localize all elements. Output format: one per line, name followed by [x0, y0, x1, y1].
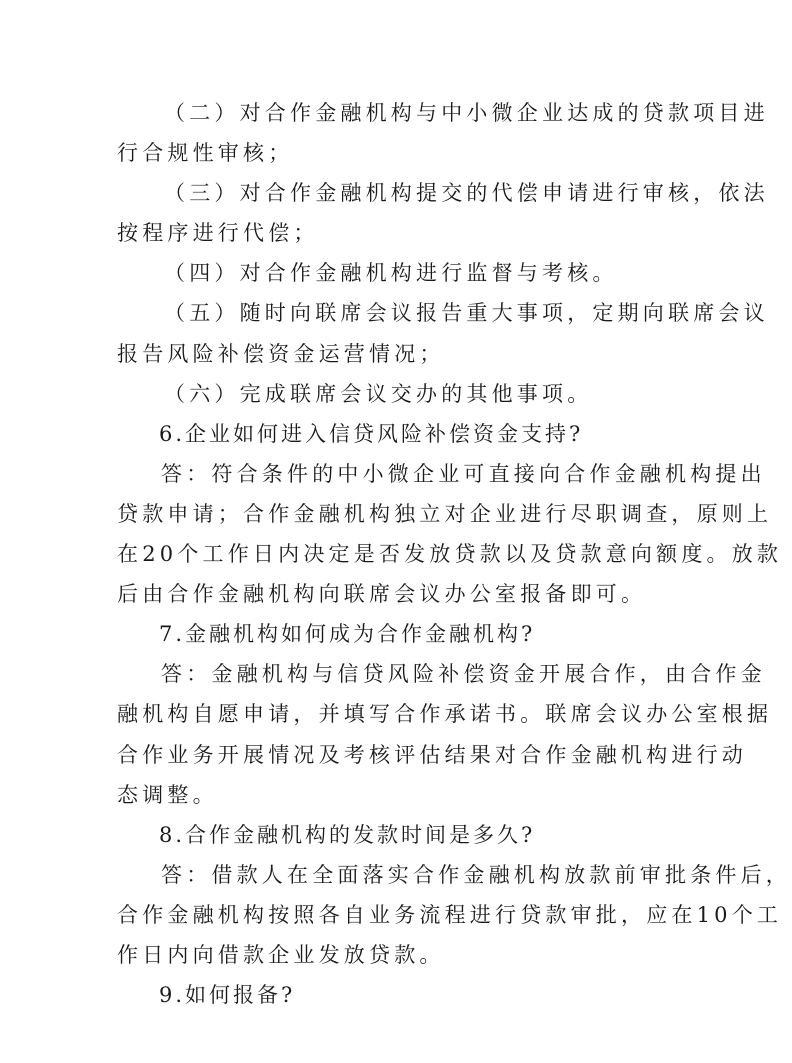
list-item-2: （二）对合作金融机构与中小微企业达成的贷款项目进: [164, 101, 769, 125]
list-item-4: （四）对合作金融机构进行监督与考核。: [164, 261, 618, 286]
answer-7-line-3: 合作业务开展情况及考核评估结果对合作金融机构进行动: [117, 742, 747, 767]
list-item-2-continuation: 行合规性审核；: [117, 141, 294, 166]
document-page: [117, 93, 791, 1015]
answer-8-line-2: 合作金融机构按照各自业务流程进行贷款审批，应在10个工: [117, 902, 783, 927]
list-item-5-continuation: 报告风险补偿资金运营情况；: [117, 341, 445, 366]
answer-7-line-2: 融机构自愿申请，并填写合作承诺书。联席会议办公室根据: [117, 702, 773, 727]
answer-8: 答：借款人在全面落实合作金融机构放款前审批条件后，: [161, 862, 791, 887]
answer-6: 答：符合条件的中小微企业可直接向合作金融机构提出: [161, 461, 766, 486]
question-7: 7.金融机构如何成为合作金融机构?: [159, 622, 536, 647]
question-8: 8.合作金融机构的发款时间是多久?: [159, 822, 536, 847]
list-item-3: （三）对合作金融机构提交的代偿申请进行审核，依法: [164, 181, 769, 206]
question-9: 9.如何报备?: [159, 983, 296, 1008]
answer-6-line-4: 后由合作金融机构向联席会议办公室报备即可。: [117, 582, 647, 607]
answer-8-line-3: 作日内向借款企业发放贷款。: [117, 942, 445, 967]
list-item-6: （六）完成联席会议交办的其他事项。: [164, 381, 593, 406]
answer-6-line-2: 贷款申请；合作金融机构独立对企业进行尽职调查，原则上: [117, 501, 773, 526]
list-item-5: （五）随时向联席会议报告重大事项，定期向联席会议: [164, 301, 769, 326]
list-item-3-continuation: 按程序进行代偿；: [117, 221, 319, 246]
answer-7: 答：金融机构与信贷风险补偿资金开展合作，由合作金: [161, 662, 766, 687]
answer-7-line-4: 态调整。: [117, 782, 218, 807]
answer-6-line-3: 在20个工作日内决定是否发放贷款以及贷款意向额度。放款: [117, 542, 783, 567]
question-6: 6.企业如何进入信贷风险补偿资金支持?: [159, 421, 584, 446]
